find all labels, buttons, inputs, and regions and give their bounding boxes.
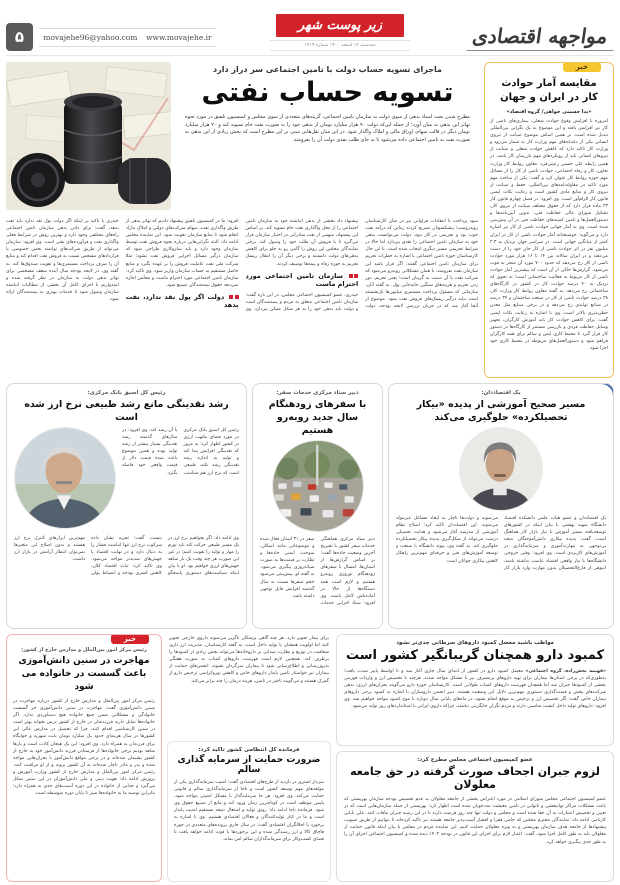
main-body-part1: سود پرداخت با انتقادات فراوانی نیز در میان کارشناسان روبه‌روست؛ پیشکسوتان تصریح کردند زمانی که درآمد نفت خوب بود و تحریمی در کار نبود، دولت می‌توانست بدهی خود به سازمان تامین اجتماعی را نقدی بپردازد اما حالا در شرایط تحریمی مسیر دیگری انتخاب شده است. با این حال کارشناسان حوزه تامین اجتماعی با اشاره به خطرات تحریم برای سازمان تامین اجتماعی گفتند: اگر قرار باشد این سازمان نفت بفروشد، با همان مشکلاتی روبه‌رو می‌شود که شرکت نفت با آن دست به گریبان است؛ یعنی تحریم، دور زدن تحریم و هزینه‌های سنگین جابه‌جایی پول. به گفته آنان، سازمانی که مسئول پرداخت مستمری میلیون‌ها بازنشسته است نباید درگیر ریسک‌های فروش نفت شود. موضوع از آنجا آغاز شد که در جریان بررسی لایحه بودجه، دولت پیشنهاد داد بخشی از بدهی انباشته خود به سازمان تامین اجتماعی را از محل واگذاری نفت خام تسویه کند. بر اساس این پیشنهاد، سهمی از نفت صادراتی در اختیار سازمان قرار می‌گیرد تا با فروش آن طلب خود را وصول کند. برخی نمایندگان مجلس این روش را گامی رو به جلو برای کاهش بدهی‌های دولت دانستند و برخی دیگر آن را انتقال ریسک تحریم به حوزه رفاه و بیمه‌ها توصیف کردند. — [245, 219, 478, 310]
red-square-icon — [229, 295, 233, 299]
police-body: سردار اشتری در بازدید از طرح‌های اقتصادی گفت: امنیت سرمایه‌گذاری یکی از مولفه‌های مهم توسعه کشور است و ناجا از سرمایه‌گذاری سالم و قانونی حمایت می‌کند. وی افزود: هر جا سرمایه‌گذار با مشکل امنیتی مواجه شود، پلیس موظف است در کوتاه‌ترین زمان ورود کند و مانع از تضییع حقوق وی شود. فرمانده ناجا ادامه داد: رونق تولید و اشتغال نتیجه مستقیم امنیت پایدار است و ما در کنار تولیدکنندگان و فعالان اقتصادی هستیم. وی با اشاره به برخورد با اخلالگران اقتصادی گفت: در سال جاری پرونده‌های متعددی در حوزه قاچاق کالا و ارز رسیدگی شده و این برخوردها با قوت ادامه خواهد یافت تا فضای کسب‌وکار برای سرمایه‌گذاران سالم امن بماند. — [174, 780, 324, 842]
main-subhead-2-text: دولت اگر پول نقد ندارد، نفت بدهد — [125, 292, 239, 310]
section-title-box: زیر پوست شهر — [276, 14, 404, 37]
main-subhead-2 — [126, 293, 239, 310]
police-kicker: فرمانده کل انتظامی کشور تاکید کرد: — [198, 747, 300, 753]
bank-body-bottom: وی ادامه داد: اگر بخواهیم نرخ ارز در یک مسیر طبیعی حرکت کند باید تورم را مهار و تولید را تقویت کنیم؛ در غیر این صورت هر چند وقت یک بار شاهد جهش‌های ارزی خواهیم بود. او با بیان اینکه سیاست‌های دستوری پاسخگو نیست، گفت: تجربه نشان داده سرکوب نرخ ارز تنها انباشت فشار را به دنبال دارد و در نهایت اقتصاد با جهش‌های شدیدتر مواجه می‌شود. وی تاکید کرد: ثبات اقتصاد کلان، کاهش کسری بودجه و انضباط پولی مهم‌ترین ابزارهای کنترل نرخ ارز هستند و بدون اصلاح این متغیرها نمی‌توان انتظار آرامش در بازار ارز داشت. — [14, 536, 239, 577]
migration-kicker: رئیس مرکز امور بین‌الملل و مدارس خارج از کشور: — [21, 647, 147, 653]
police-article — [167, 741, 331, 882]
news-sidebar — [484, 62, 614, 378]
sidebar-headline: مقایسه آمار حوادث کار در ایران و جهان — [500, 78, 598, 103]
website-link[interactable]: www.movajehe.ir — [146, 32, 212, 42]
drug-headline: کمبود دارو همچنان گریبانگیر کشور است — [345, 648, 605, 663]
travel-body: دبیر ستاد مرکزی هماهنگی خدمات سفر کشور با تشریح آخرین وضعیت جاده‌ها گفت: بر اساس گزارش‌ها از استان‌ها، امسال با سفرهای زودهنگام نوروزی روبه‌رو هستیم و لازم است همه دستگاه‌ها از حالا در آماده‌باش کامل باشند. وی افزود: ستاد اجرایی خدمات سفر در ۳۱ استان فعال شده و موضوعاتی مانند اسکان، سوخت، ایمنی جاده‌ها و نظارت بر قیمت‌ها به صورت شبانه‌روزی پیگیری می‌شود. به گفته او، پیش‌بینی می‌شود حجم سفرها نسبت به سال گذشته افزایش قابل توجهی داشته باشد. — [260, 537, 375, 606]
travel-headline: با سفرهای زودهنگام سال جدید روبه‌رو هستیم — [268, 399, 367, 436]
main-body-part2: حیدری، عضو کمیسیون اجتماعی مجلس، در این باره گفت: سازمان تامین اجتماعی متعلق به مردم و بیمه‌شدگان است و دولت باید بدهی خود را به هر شکل ممکن بپردازد. وی افزود: ما در کمیسیون تلفیق پیشنهاد دادیم که تهاتر بدهی از طریق واگذاری نفت، سهام شرکت‌های دولتی و املاک مازاد انجام شود تا منابع سازمان تقویت شود. این نماینده مجلس ادامه داد: البته نگرانی‌هایی درباره نحوه فروش نفت توسط سازمان وجود دارد و باید سازوکاری طراحی شود که سازمان درگیر مسائل اجرایی فروش نفت نشود؛ مثلا شرکت ملی نفت عاملیت فروش را بر عهده بگیرد و منابع حاصل مستقیم به حساب سازمان واریز شود. وی تاکید کرد: سازمان تامین اجتماعی مورد احترام ماست و مجلس اجازه نمی‌دهد حقوق بیمه‌شدگان تضییع شود. — [125, 219, 359, 312]
migration-headline: مهاجرت در سنین دانش‌آموزی باعث گسست در خانواده می شود — [18, 656, 150, 692]
blue-corner-decoration — [591, 383, 614, 414]
sidebar-byline: «ندا حسینی خواهی/ گروه اقتصاد» — [506, 109, 592, 115]
main-lead: مطرح شدن بحث اسناد بدهی از سوی دولت به سازمان تامین اجتماعی، گزینه‌های متعددی از سوی مجلس و کمیسیون تلفیق در مورد نحوه تهاتر این بدهی به میان آورد؛ از جمله این‌که دولت ۹۰ هزار میلیارد تومان از بدهی خود را به صورت نفت خام تسویه کند و ۷۰ هزار میلیارد تومان دیگر در قالب سهام، اوراق مالی و املاک واگذار شود. در این میان نقل‌هایی مبنی بر این مطرح است که بخش زیادی از این بدهی به صورت نفت به تامین اجتماعی داده می‌شود تا به جای طلب نقدی دولت آن را بفروشد. — [185, 114, 470, 143]
migration-body: رئیس مرکز امور بین‌الملل و مدارس خارج از کشور درباره مهاجرت در سنین دانش‌آموزی گفت: مهاجرت در سنین دانش‌آموزی جز گسست خانوادگی و مشکلاتی ضمن جمع خانواده هیچ دستاوردی ندارد. اگر خانواده‌ها تمایل دارند فرزندشان در خارج از کشور درس بخواند بهتر است در سنین کارشناسی اقدام کنند، چرا که تحصیل در مدارس عالی این کشورها در سال هزینه‌ای حدود یک میلیارد تومان بابت شهریه و خوابگاه برای فرزندان به همراه دارد. وی افزود: این یک هیجان کاذب است و بارها شاهد بودیم برخی خانواده‌ها از فرستادن فرزند دانش‌آموز خود به خارج از کشور پشیمان شده‌اند و در برخی مواقع دانش‌آموز با بحران‌هایی مواجه شده و پدر و مادر ناچار شده‌اند به آن کشور بروند و از او مراقبت کنند. رئیس مرکز امور بین‌الملل و مدارس خارج از کشور وزارت آموزش و پرورش ادامه داد: هویت دینی و ملی دانش‌آموزان در این سنین شکل می‌گیرد و جدایی از خانواده در این دوره آسیب‌های جدی به همراه دارد؛ بنابراین توصیه ما به خانواده‌ها صبر تا پایان دوره متوسطه است. — [13, 699, 155, 797]
email-link[interactable]: movajehe96@yahoo.com — [43, 32, 138, 42]
migration-news-box — [6, 634, 162, 882]
standing-barrel — [64, 93, 122, 184]
disabled-rights-article — [336, 751, 614, 882]
newspaper-logo: مواجهه اقتصادی — [464, 24, 614, 51]
bank-body-top: رئیس کل اسبق بانک مرکزی در مورد فضای ملتهب ارزی در کشور اظهار کرد: به مرور که نقدینگی افزایش پیدا کند و تولید به اندازه رشد نقدینگی رشد نکند، طبیعی است که نرخ ارز هم متناسب با آن رشد کند. وی افزود: در سال‌های گذشته رشد نقدینگی بسیار بیشتر از رشد تولید بوده و همین موضوع باعث شده قیمت دلار از قیمت واقعی خود فاصله بگیرد. — [122, 428, 239, 476]
traffic-photo — [272, 440, 364, 532]
page-number-badge: ۵ — [6, 23, 33, 51]
disabled-kicker: عضو کمیسیون اجتماعی مجلس مطرح کرد: — [417, 757, 533, 763]
bank-kicker: رئیس کل اسبق بانک مرکزی: — [87, 390, 166, 396]
economist-body: یک اقتصاددان و عضو هیات علمی دانشکده اقتصاد دانشگاه شهید بهشتی با بیان اینکه در کشورهای توسعه‌یافته مسیر آموزش با نیاز بازار کار هماهنگ است، گفت: پدیده بیکاری دانش‌آموختگان نتیجه بی‌توجهی به مهارت‌آموزی و سرمایه‌گذاری در آموزش‌های کاربردی است. وی افزود: وقتی خروجی دانشگاه‌ها با نیاز واقعی اقتصاد تناسب نداشته باشد، انبوهی از فارغ‌التحصیلان بدون مهارت وارد بازار کار می‌شوند و دولت‌ها ناچار به ایجاد مشاغل غیرمولد می‌شوند. این اقتصاددان تاکید کرد: اصلاح نظام آموزشی از مدرسه آغاز می‌شود و هدایت تحصیلی درست می‌تواند از شکل‌گیری پدیده بیکار تحصیلکرده جلوگیری کند. به گفته وی، پیوند دانشگاه با صنعت و توسعه آموزش‌های فنی و حرفه‌ای مهم‌ترین راهکار کاهش بیکاری جوانان است. — [396, 516, 606, 571]
disabled-headline: لزوم جبران اجحاف صورت گرفته در حق جامعه معلولان — [350, 765, 600, 791]
bottom-row — [6, 634, 614, 882]
bottom-middle-stack — [167, 634, 331, 882]
economist-kicker: یک اقتصاددان: — [481, 390, 521, 396]
traffic-photo-illustration — [272, 441, 363, 532]
logo-area — [464, 24, 614, 51]
sidebar-body: امروزه با افزایش وقوع حوادث شغلی، بیماری‌های ناشی از کار نیز افزایش یافته و این موضوع به یک نگرانی بین‌المللی تبدیل شده است. بر همین اساس موضوع صیانت از نیروی انسانی یکی از دغدغه‌های مهم وزارت کار به شمار می‌رود و وزارت کار تاکید دارد که کاهش حوادث شغلی و صیانت از نیروهای انسانی باید از رویکردهای مهم بازرسان کار باشد. در همین رابطه علی حسین رعیتی‌فرد، معاون روابط کار وزارت تعاون، کار و رفاه اجتماعی، حوادث ناشی از کار را از مسائل مهم حوزه روابط کار عنوان کرد و گفت: یکی از مباحث مهم مورد تاکید در مقاوله‌نامه‌های بین‌المللی، حفظ و صیانت از نیروی کار و منابع مادی کشور است و رعایت نکات ایمنی قانون کار الزام‌آور است. وی افزود: در فصل چهارم قانون کار ۲۳ ماده قرار دارد که از حقوق مختلف صیانت از نیروی کار، تشکیل شورای عالی حفاظت فنی، تدوین آیین‌نامه‌ها و دستورالعمل‌ها و تامین کمیته‌های حفاظت فنی در آن پیش‌بینی شده است. وی به آمار جهانی حوادث ناشی از کار نیز اشاره دارد و می‌گوید: خوشبختانه آمار حوادث ناشی از کار در ایران کمتر از میانگین جهانی است. در سراسر جهان نزدیک به ۲.۳ میلیون نفر در اثر حوادث ناشی از کار جان خود را از دست می‌دهند و در ایران سالانه بین ۱۴ تا ۱۶ هزار مورد حوادث ناشی از کار رخ می‌دهد که حدود ۷۰۰ مورد آن منجر به فوت می‌شود. گزارش‌ها حاکی از آن است که بیشترین آمار حوادث ناشی از کار مربوط به فعالیت ساختمانی است؛ به نحوی که نزدیک به ۴۰ درصد حوادث کار در کشور در کارگاه‌های ساختمانی رخ می‌دهد. به گفته معاون روابط کار وزارت کار، ۳۸ درصد حوادث ناشی از کار در صنعت ساختمان و ۳۴ درصد در صنایع تولیدی رخ می‌دهد و در برخی صنایع مثل معدن خطرپذیری بالاتر است. وی با اشاره به رعایت نکات ایمنی گفت: برای کاهش حوادث کار باید آموزش کارگران، تجهیز وسایل حفاظت فردی و بازرسی مستمر از کارگاه‌ها در دستور کار قرار گیرد تا محیط کاری ایمن و سالم برای همه کارگران فراهم شود و دستورالعمل‌های مربوطه در محیط کاری خود اجرا شود. — [490, 119, 609, 351]
drug-body-text: معضل کمبود دارو در کشور از ابتدای سال جاری آغاز شد و تا اواسط پاییز شدت یافت؛ به‌طوری‌که در برخی استان‌ها بیماران برای تهیه داروهای پرمصرف نیز با مشکل مواجه شدند. هرچند با تخصیص ارز و واردات فوریتی بخشی از کمبودها جبران شد اما همچنان فهرست داروهای کمیاب طولانی است. کارشناسان حوزه دارو می‌گویند بحران‌های ارزی، بدهی شرکت‌های پخش و قیمت‌گذاری دستوری مهم‌ترین دلایل این وضعیت هستند. دبیر انجمن داروسازان با اشاره به کمبود برخی داروهای بیماران خاص گفت: اگر تخصیص ارز و ترخیص به موقع انجام نشود، در ماه‌های پایانی سال دوباره با موج کمبود مواجه خواهیم شد. وی افزود: داروهای تولید داخل کیفیت مناسبی دارند و مردم نگران جایگزینی نباشند، چراکه داروی ایرانی با استانداردهای روز تولید می‌شود. — [344, 669, 606, 710]
news-tag-yellow: خبر — [563, 62, 601, 72]
main-article-head — [6, 62, 478, 212]
news-tag-red: خبر — [111, 634, 149, 644]
red-square-icon — [354, 274, 358, 278]
continuation-text: برای بیمار تجویز دارد. هر چند گاهی پزشکان ناگزیر می‌شوند داروی خارجی تجویز کنند اما اولویت همچنان با تولید داخل است. به گفته کارشناسان، مدیریت ارز دارو، شفافیت در توزیع و نظارت میدانی بر داروخانه‌ها می‌تواند بخش زیادی از کمبودها را برطرف کند. همچنین لازم است فهرست داروهای کمیاب به صورت هفتگی به‌روزرسانی و اطلاع‌رسانی شود تا بیماران سرگردان نشوند. انجمن‌های حمایت از بیماران نیز خواستار تامین پایدار داروهای خاص و کاهش بوروکراسی ترخیص دارو از گمرک هستند و می‌گویند تاخیر در تامین، هزینه درمان را چند برابر می‌کند. — [169, 636, 329, 684]
page-header — [6, 8, 614, 56]
bank-photo-row — [14, 427, 239, 531]
oil-barrels-photo — [6, 62, 171, 210]
drug-author: «فهیمه بخش‌زاده، گروه اجتماعی» — [525, 669, 606, 674]
bank-governor-portrait — [14, 428, 115, 529]
lying-barrel — [118, 158, 171, 204]
main-subhead-1 — [246, 272, 359, 289]
oil-barrels-illustration — [6, 62, 171, 210]
main-kicker: ماجرای تسویه حساب دولت با تامین اجتماعی سر دراز دارد — [213, 65, 442, 74]
url-band — [39, 28, 216, 47]
bottom-right-stack — [336, 634, 614, 882]
main-subhead-1-text: سازمان تامین اجتماعی مورد احترام ماست — [245, 271, 359, 289]
police-headline: ضرورت حمایت از سرمایه گذاری سالم — [177, 755, 321, 775]
section-title-area — [216, 14, 464, 51]
travel-card — [252, 383, 383, 629]
bank-headline: رشد نقدینگی مانع رشد طبیعی نرخ ارز شده است — [24, 399, 229, 423]
red-square-icon — [235, 295, 239, 299]
red-square-icon — [349, 274, 353, 278]
economist-headline: مسیر صحیح آموزشی از پدیده «بیکار تحصیلکرده» جلوگیری می‌کند — [416, 399, 586, 423]
main-headline: تسویه حساب نفتی — [201, 77, 454, 108]
economist-photo — [459, 427, 543, 511]
economist-portrait — [459, 428, 542, 511]
cards-row — [6, 383, 614, 629]
top-section — [6, 62, 614, 378]
date-line: سه‌شنبه ۱۲ اسفند ۱۴۰۰ شماره ۱۴۱۹ — [270, 40, 410, 51]
main-article-body — [6, 218, 478, 376]
main-article — [6, 62, 478, 378]
disabled-body: عضو کمیسیون اجتماعی مجلس شورای اسلامی در مورد اعتراض بخشی از جامعه معلولان به عدم تخصیص بودجه سازمان بهزیستی که باعث مشکلات مراکز توانبخشی و ناتوانی در تامین معیشت مددجویان شده است اظهار کرد: بهزیستی از جمله سازمان‌هایی است که در تعیین و تخصیص اعتبارات به آن جفا شده است و مجلس و دولت تنها چند روز فرصت دارند تا در این زمینه جبران مافات کنند. علی بابایی کارنامی ادامه داد: نمایندگان محترم مجلس که حامی فقرا و اقشار آسیب‌پذیر جامعه هستند نیز تاکید کرده‌اند تا بتوانیم از طریق تصویب پیشنهادها از جامعه هدف سازمان بهزیستی و به ویژه معلولان حمایت کنیم. این نماینده مردم در مجلس با بیان اینکه قانون حمایت از معلولان باید به طور کامل اجرا شود، گفت: اعتبار لازم برای اجرای این قانون در بودجه ۱۴۰۲ دیده شده و کمیسیون اجتماعی اجرای آن را به طور جدی پیگیری خواهد کرد. — [344, 797, 607, 845]
bank-governor-photo — [14, 427, 116, 529]
travel-kicker: دبیر ستاد مرکزی خدمات سفر: — [276, 390, 359, 396]
drug-kicker: مواظب باشید معضل کمبود داروهای سرطانی جدی‌تر نشود — [396, 640, 554, 646]
drug-shortage-article — [336, 634, 614, 746]
drug-body — [344, 668, 606, 711]
economist-card — [388, 383, 614, 629]
page-meta-area — [6, 23, 216, 51]
main-headline-block — [177, 62, 478, 212]
front-barrel — [11, 153, 65, 207]
central-bank-card — [6, 383, 247, 629]
main-body-part3: حیدری با تاکید بر اینکه اگر دولت پول نقد ندارد باید نفت بدهد، گفت: برای دادن بدهی سازمان تامین اجتماعی راه‌های مختلفی وجود دارد و بهترین روش در شرایط فعلی واگذاری نفت و فرآورده‌های نفتی است. وی افزود: سازمان می‌تواند از طریق شرکت‌های توانمند بخش خصوصی یا قراردادهای مشخص نسبت به فروش نفت اقدام کند و منابع آن را صرف پرداخت مستمری‌ها و تقویت صندوق‌ها کند. به گفته وی، در لایحه بودجه سال آینده سقف مشخصی برای تهاتر بدهی دولت به سازمان در نظر گرفته شده و امیدواریم با اجرای کامل آن بخشی از مطالبات انباشته سازمان وصول شود تا خدمات بهتری به بیمه‌شدگان ارائه شود. — [6, 219, 119, 303]
